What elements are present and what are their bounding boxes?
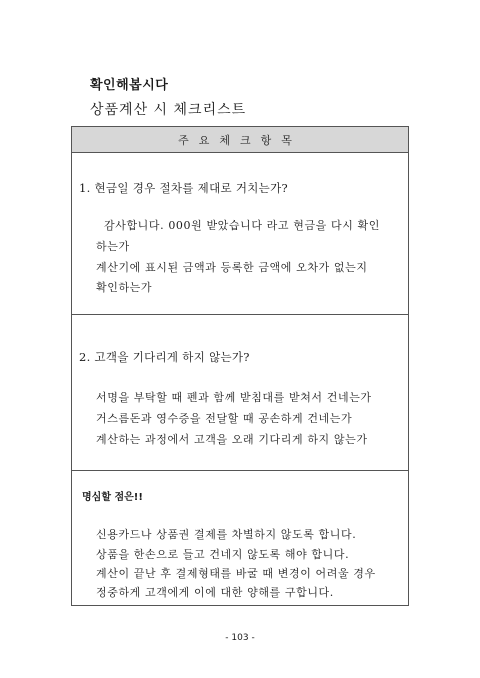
checklist-section-1	[71, 152, 409, 315]
section1-line-2: 하는가	[96, 240, 130, 253]
note-line-4: 정중하게 고객에게 이에 대한 양해를 구합니다.	[96, 586, 334, 599]
section1-line-1: 감사합니다. 000원 받았습니다 라고 현금을 다시 확인	[104, 219, 380, 232]
note-line-2: 상품을 한손으로 들고 건네지 않도록 해야 합니다.	[96, 548, 350, 561]
section-heading: 확인해봅시다	[90, 78, 169, 93]
note-title: 명심할 점은!!	[82, 492, 143, 503]
table-header	[71, 126, 409, 153]
section2-line-3: 계산하는 과정에서 고객을 오래 기다리게 하지 않는가	[96, 433, 368, 446]
table-header-label: 주요체크항목	[178, 133, 302, 147]
section2-line-1: 서명을 부탁할 때 펜과 함께 받침대를 받쳐서 건네는가	[96, 391, 372, 404]
page-number: - 103 -	[225, 633, 255, 643]
note-line-1: 신용카드나 상품권 결제를 차별하지 않도록 합니다.	[96, 528, 357, 541]
note-line-3: 계산이 끝난 후 결제형태를 바굴 때 변경이 어려울 경우	[96, 567, 376, 580]
section2-line-2: 거스름돈과 영수증을 전달할 때 공손하게 건네는가	[96, 412, 353, 425]
checklist-title: 상품계산 시 체크리스트	[90, 102, 247, 118]
section1-line-3: 계산기에 표시된 금액과 등록한 금액에 오차가 없는지	[96, 261, 368, 274]
section1-line-4: 확인하는가	[96, 281, 153, 294]
question-1: 1. 현금일 경우 절차를 제대로 거치는가?	[79, 181, 288, 195]
note-box	[71, 470, 409, 606]
question-2: 2. 고객을 기다리게 하지 않는가?	[79, 350, 250, 364]
checklist-section-2	[71, 314, 409, 471]
